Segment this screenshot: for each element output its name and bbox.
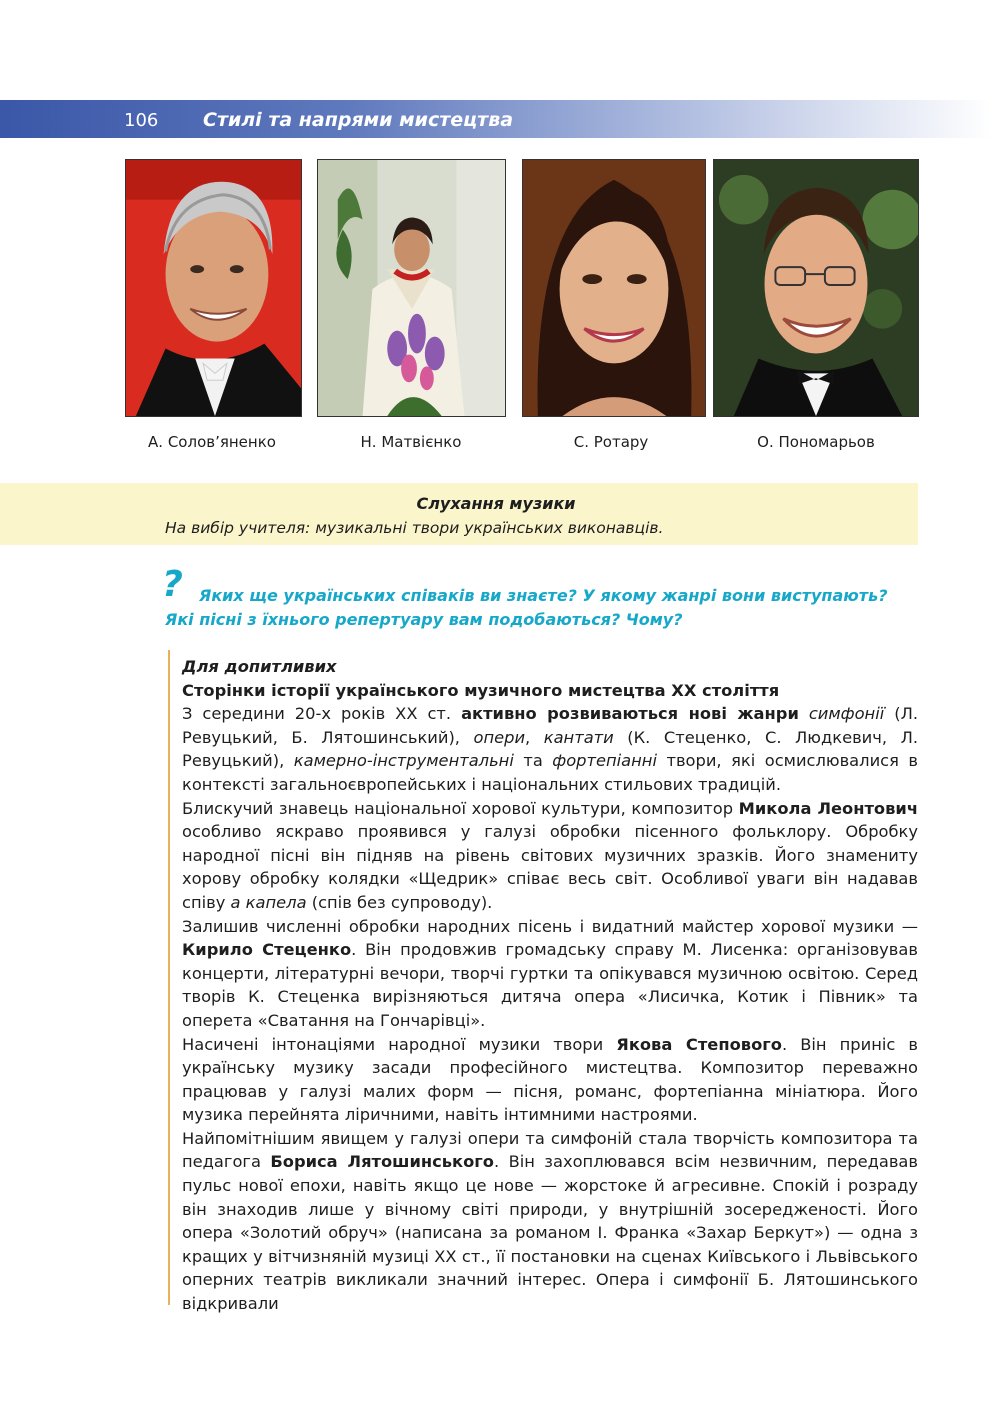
p1-italic: опери (473, 727, 526, 747)
paragraph-3 (182, 915, 918, 1033)
portrait-matviienko-image (318, 160, 505, 416)
p1-text (799, 704, 809, 723)
portrait-matviienko (317, 159, 506, 417)
portrait-rotaru (522, 159, 706, 417)
paragraph-4 (182, 1033, 918, 1127)
p3-text: . Він продовжив громадську справу М. Лисенка: організовував концерти, літературні вечори, творчі гуртки та опікувався музичною освітою. Серед творів К. Стеценка вирізняються дитяча опера «Лисичка, Котик і Півник» та оперета «Сватання на Гончарівці». (182, 940, 918, 1030)
p1-italic: кантати (543, 727, 614, 747)
p4-text: . Він приніс в українську музику засади професійного мистецтва. Композитор переважно працював у галузі малих форм — пісня, романс, фортепіанна мініатюра. Його музика перейнята ліричними, навіть інтимними настроями. (182, 1034, 918, 1125)
p1-bold: активно розвиваються нові жанри (461, 704, 799, 724)
p1-italic: камерно-інструментальні (293, 751, 514, 771)
p5-text: . Він захоплювався всім незвичним, передавав пульс нової епохи, навіть якщо це нове — жорстоке й агресивне. Спокій і розраду він знаходив лише у вічному світі природи, у внутрішній зосередженості. Його опера «Золотий обруч» (написана за романом І. Франка «Захар Беркут») — одна з кращих у вітчизняній музиці ХХ ст., її постановки на сценах Київського і Львівського оперних театрів викликали значний інтерес. Опера і симфонії Б. Лятошинського відкривали (182, 1152, 919, 1314)
p4-text: Насичені інтонаціями народної музики твори (182, 1034, 617, 1054)
section-title: Стилі та напрями мистецтва (203, 109, 514, 131)
paragraph-5 (182, 1127, 918, 1316)
p1-italic: фортепіанні (552, 751, 657, 771)
p1-text: твори, які осмислювалися в контексті загальноєвропейських і національних стильових традицій. (182, 751, 918, 794)
p5-text: Найпомітнішим явищем у галузі опери та симфоній стала творчість композитора та педагога (182, 1128, 918, 1172)
p1-text: (К. Стеценко, С. Людкевич, Л. Ревуцький), (182, 727, 918, 771)
paragraph-2 (182, 797, 918, 915)
p1-italic: симфонії (808, 704, 885, 724)
question-block (165, 584, 905, 632)
p1-text: та (513, 751, 553, 771)
p2-italic: а капела (230, 892, 307, 912)
p1-text: , (525, 727, 544, 747)
portrait-ponomarov (713, 159, 919, 417)
question-line-1: Яких ще українських співаків ви знаєте? У якому жанрі вони виступають? (199, 586, 888, 605)
portrait-solovianenko (125, 159, 302, 417)
portrait-rotaru-image (523, 160, 705, 416)
question-line-2: Які пісні з їхнього репертуару вам подобаються? Чому? (165, 610, 683, 629)
listening-title: Слухання музики (416, 494, 576, 513)
caption-matviienko: Н. Матвієнко (360, 433, 462, 451)
p3-text: Залишив численні обробки народних пісень і видатний майстер хорової музики — (182, 916, 918, 936)
p1-text: (Л. Ревуцький, Б. Лятошинський), (182, 704, 918, 747)
caption-solovianenko: А. Солов’яненко (148, 433, 276, 451)
p5-bold: Бориса Лятошинського (270, 1152, 494, 1172)
p3-bold: Кирило Стеценко (182, 940, 352, 960)
portrait-solovianenko-image (126, 160, 301, 416)
p1-text: З середини 20-х років ХХ ст. (182, 704, 462, 724)
p2-text: (спів без супроводу). (306, 892, 493, 912)
caption-ponomarov: О. Пономарьов (757, 433, 875, 451)
paragraph-1 (182, 702, 918, 796)
question-mark-icon: ? (162, 564, 183, 605)
p2-bold: Микола Леонтович (738, 798, 919, 818)
caption-rotaru: С. Ротару (573, 433, 649, 451)
page-number: 106 (124, 110, 159, 131)
article-kicker: Для допитливих (182, 657, 337, 676)
article-heading: Сторінки історії українського музичного мистецтва ХХ століття (182, 680, 780, 700)
sidebar-accent-line (168, 650, 170, 1305)
p2-text: особливо яскраво проявився у галузі обробки пісенного фольклору. Обробку народної пісні він підняв на рівень світових музичних зразків. Його знамениту хорову обробку колядки «Щедрик» співає весь світ. Особливої уваги він надавав співу (182, 822, 918, 912)
listening-text: На вибір учителя: музикальні твори українських виконавців. (165, 519, 664, 537)
portrait-ponomarov-image (714, 160, 918, 416)
article (182, 655, 918, 1316)
p2-text: Блискучий знавець національної хорової культури, композитор (182, 798, 739, 818)
p4-bold: Якова Степового (616, 1034, 782, 1054)
